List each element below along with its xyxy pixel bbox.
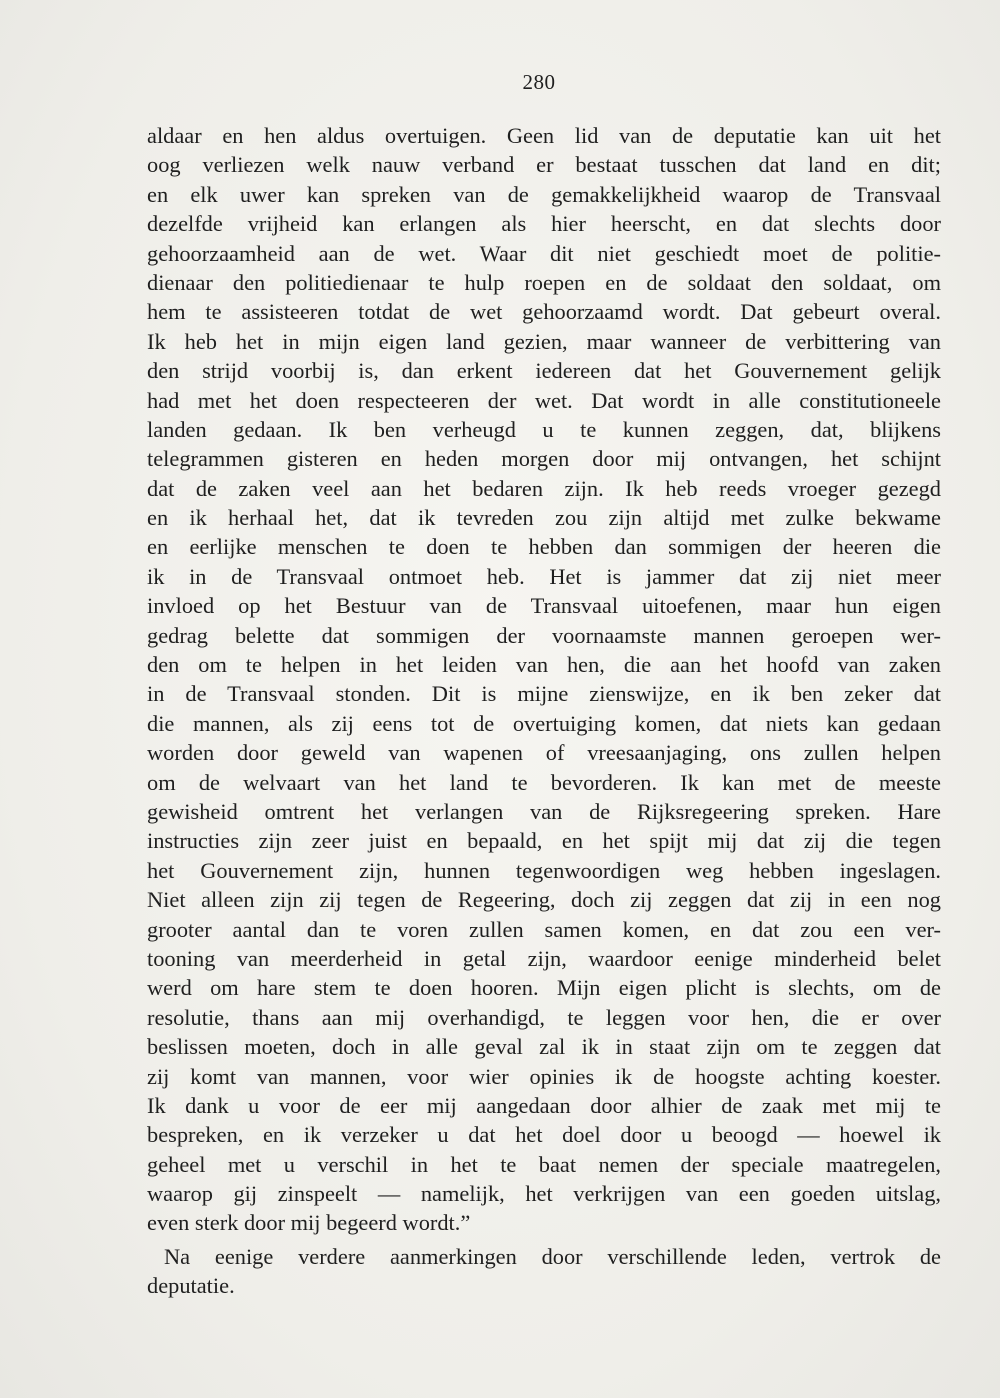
text-line: hem te assisteeren totdat de wet gehoorzaamd wordt. Dat gebeurt overal.	[147, 299, 941, 325]
text-line: had met het doen respecteeren der wet. Dat wordt in alle constitutioneele	[147, 387, 941, 413]
text-line: even sterk door mij begeerd wordt.”	[147, 1210, 471, 1236]
text-line: Na eenige verdere aanmerkingen door verschillende leden, vertrok de	[164, 1243, 941, 1269]
text-line: gehoorzaamheid aan de wet. Waar dit niet geschiedt moet de politie-	[147, 240, 941, 266]
text-line: invloed op het Bestuur van de Transvaal uitoefenen, maar hun eigen	[147, 593, 941, 619]
text-line: werd om hare stem te doen hooren. Mijn eigen plicht is slechts, om de	[147, 975, 941, 1001]
text-line: ik in de Transvaal ontmoet heb. Het is jammer dat zij niet meer	[147, 563, 941, 589]
text-line: grooter aantal dan te voren zullen samen komen, en dat zou een ver-	[147, 916, 941, 942]
page-number: 280	[522, 70, 556, 94]
text-line: beslissen moeten, doch in alle geval zal ik in staat zijn om te zeggen dat	[147, 1034, 941, 1060]
text-line: telegrammen gisteren en heden morgen door mij ontvangen, het schijnt	[147, 446, 941, 472]
text-line: en eerlijke menschen te doen te hebben dan sommigen der heeren die	[147, 534, 941, 560]
text-line: gewisheid omtrent het verlangen van de Rijksregeering spreken. Hare	[147, 798, 941, 824]
text-line: en ik herhaal het, dat ik tevreden zou zijn altijd met zulke bekwame	[147, 505, 941, 531]
text-line: tooning van meerderheid in getal zijn, waardoor eenige minderheid belet	[147, 945, 941, 971]
text-line: oog verliezen welk nauw verband er bestaat tusschen dat land en dit;	[147, 152, 941, 178]
text-line: resolutie, thans aan mij overhandigd, te leggen voor hen, die er over	[147, 1004, 941, 1030]
text-line: Niet alleen zijn zij tegen de Regeering, doch zij zeggen dat zij in een nog	[147, 887, 941, 913]
body-text	[147, 121, 941, 1301]
text-line: zij komt van mannen, voor wier opinies ik de hoogste achting koester.	[147, 1063, 941, 1089]
text-line: instructies zijn zeer juist en bepaald, en het spijt mij dat zij die tegen	[147, 828, 941, 854]
text-line: dezelfde vrijheid kan erlangen als hier heerscht, en dat slechts door	[147, 211, 941, 237]
text-line: waarop gij zinspeelt — namelijk, het verkrijgen van een goeden uitslag,	[147, 1181, 941, 1207]
text-line: dat de zaken veel aan het bedaren zijn. Ik heb reeds vroeger gezegd	[147, 475, 941, 501]
text-line: den om te helpen in het leiden van hen, die aan het hoofd van zaken	[147, 652, 941, 678]
text-line: landen gedaan. Ik ben verheugd u te kunnen zeggen, dat, blijkens	[147, 416, 941, 442]
text-line: geheel met u verschil in het te baat nemen der speciale maatregelen,	[147, 1151, 941, 1177]
text-line: Ik heb het in mijn eigen land gezien, maar wanneer de verbittering van	[147, 328, 941, 354]
text-line: bespreken, en ik verzeker u dat het doel door u beoogd — hoewel ik	[147, 1122, 941, 1148]
text-line: dienaar den politiedienaar te hulp roepen en de soldaat den soldaat, om	[147, 269, 941, 295]
text-line: deputatie.	[147, 1273, 235, 1299]
text-line: die mannen, als zij eens tot de overtuiging komen, dat niets kan gedaan	[147, 710, 941, 736]
text-line: en elk uwer kan spreken van de gemakkelijkheid waarop de Transvaal	[147, 181, 941, 207]
text-line: worden door geweld van wapenen of vreesaanjaging, ons zullen helpen	[147, 740, 941, 766]
text-line: om de welvaart van het land te bevorderen. Ik kan met de meeste	[147, 769, 941, 795]
text-line: den strijd voorbij is, dan erkent iedereen dat het Gouvernement gelijk	[147, 358, 941, 384]
text-line: aldaar en hen aldus overtuigen. Geen lid van de deputatie kan uit het	[147, 123, 941, 148]
text-line: gedrag belette dat sommigen der voornaamste mannen geroepen wer-	[147, 622, 941, 648]
text-line: het Gouvernement zijn, hunnen tegenwoordigen weg hebben ingeslagen.	[147, 857, 941, 883]
text-line: in de Transvaal stonden. Dit is mijne zienswijze, en ik ben zeker dat	[147, 681, 941, 707]
text-line: Ik dank u voor de eer mij aangedaan door alhier de zaak met mij te	[147, 1092, 941, 1118]
